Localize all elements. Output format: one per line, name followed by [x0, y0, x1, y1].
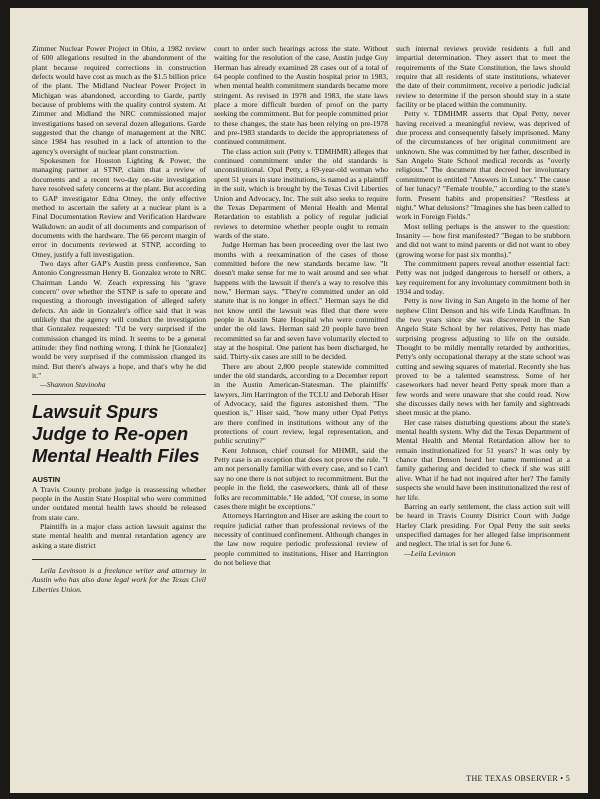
column-2: [214, 44, 388, 567]
col1-paragraph: A Travis County probate judge is reassessing whether people in the Austin State Hospital who were committed under outdated mental health laws should be released from state care.: [32, 484, 206, 522]
col3-paragraph: Petty v. TDMHMR asserts that Opal Petty, never having received a meaningful review, was deprived of due process and consequently falsely imprisoned. Many of the circumstances of her original commitment are unknown. She was committed by her father, described in San Angelo State School medical records as "overly religious." The document that decreed her involuntary commitment is entitled "Answers in Lunacy." The cause of her lunacy? "Female trouble," according to the state's form. Present habits and propensities? "Restless at night." What delusions? "Imagines she has been called to work in Foreign Fields.": [396, 109, 570, 222]
col2-paragraph: The class action suit (Petty v. TDMHMR) alleges that continued commitment under the old standards is unconstitutional. Opal Petty, a 69-year-old woman who spent 51 years in state institutions, is named as a plaintiff in the suit, which is brought by the Texas Civil Liberties Union and Advocacy, Inc. The suit also seeks to require the Texas Department of Mental Health and Mental Retardation to establish a policy of regular judicial reviews to determine whether people ought to remain wards of the state.: [214, 146, 388, 240]
col3-paragraph: such internal reviews provide residents a full and impartial determination. They assert that to meet the requirements of the State Constitution, the laws should require that all residents of state institutions, whatever the date of their commitment, receive a periodic judicial review to determine if the person should stay in a state facility or be placed within the community.: [396, 44, 570, 110]
col3-paragraph: Her case raises disturbing questions about the state's mental health system. Why did the Texas Department of Mental Health and Mental Retardation allow her to remain institutionalized for 51 years? It was only by chance that Denson heard her name mentioned at a family gathering and decided to check if she was still alive. What if he had not inquired after her? The family suspects she would have been institutionalized the rest of her life.: [396, 417, 570, 502]
magazine-page: [10, 8, 588, 793]
article-headline: Lawsuit Spurs Judge to Re-open Mental Health Files: [32, 400, 200, 466]
column-3: [396, 44, 570, 558]
col1-paragraph: Zimmer Nuclear Power Project in Ohio, a 1982 review of 600 allegations resulted in the abandonment of the plant because required corrections in construction defects would have cost as much as the $1.5 billion price of the plant. The Midland Nuclear Power Project in Michigan was abandoned, according to Garde, partly because of problems with the quality control system. At Zimmer and Midland the NRC commissioned major investigations based on several dozen allegations. Garde suggested that the change of management at the NRC since 1984 has resulted in a lack of attention to the agency's oversight of nuclear plant construction.: [32, 44, 206, 156]
section-divider: [32, 394, 206, 395]
col3-paragraph: Petty is now living in San Angelo in the home of her nephew Clint Denson and his wife Linda Kauffman. In the two years since she was discovered in the San Angelo State School by her relatives, Petty has made surprising progress adjusting to life on the outside. Thought to be mildly mentally retarded by authorities, Petty's only occupational therapy at the state school was cutting and sewing squares of material. Recently she has proved to be a talented seamstress. Some of her caseworkers had never heard Petty speak more than a few words and were unaware that she could read. Now she discusses daily news with her family and sightreads sheet music at the piano.: [396, 296, 570, 418]
author-note-divider: [32, 559, 206, 560]
page-footer: THE TEXAS OBSERVER • 5: [466, 774, 570, 783]
col2-paragraph: court to order such hearings across the state. Without waiting for the resolution of the case, Austin judge Guy Herman has already examined 28 cases out of a total of 64 people confined to the Austin hospital prior to 1983, when mental health commitment standards became more stringent. As revised in 1978 and 1983, the state laws place a more difficult burden of proof on the party seeking the commitment. But for people committed prior to these changes, the state has been relying on pre-1978 and pre-1983 standards to decide the appropriateness of continued commitment.: [214, 44, 388, 147]
column-1: [32, 44, 206, 594]
lawsuit-story-byline: —Leila Levinson: [404, 548, 456, 558]
col1-paragraph: Spokesmen for Houston Lighting & Power, the managing partner at STNP, claim that a review of documents and a recent two-day on-site investigation have resolved safety concerns at the plant. But according to GAP investigator Edna Otney, the only effective method to ascertain the safety at a nuclear plant is a Final Documentation Review and Verification Hardware Walkdown: an audit of all documents and comparison of documents with the hardware. The 66 percent margin of error in documents reviewed at STNP, according to Otney, justify a full investigation.: [32, 156, 206, 259]
col2-paragraph: Judge Herman has been proceeding over the last two months with a reexamination of the cases of those committed before the new standards became law. "It doesn't make sense for me to wait around and see what happens with the lawsuit if there's a way to resolve this now," Herman says. "They're committed under an old statute that is no longer in effect." Herman says he did not know until the lawsuit was filed that there were people in Austin State Hospital who were committed under the old laws. Herman said 20 people have been recommitted so far and seven have voluntarily elected to stay at the hospital. One patient has been discharged, he said. Thirty-six cases are still to be decided.: [214, 240, 388, 362]
nuclear-story-byline: —Shannon Stavinoha: [40, 380, 106, 390]
col2-paragraph: Attorneys Harrington and Hiser are asking the court to require judicial rather than professional reviews of the necessity of continued confinement. Although changes in the law now require periodic professional review of people committed to institutions, Hiser and Harrington do not believe that: [214, 511, 388, 567]
col1-paragraph: Plaintiffs in a major class action lawsuit against the state mental health and mental retardation agency are asking a state district: [32, 522, 206, 550]
col3-paragraph: The commitment papers reveal another essential fact: Petty was not judged dangerous to herself or others, a key requirement for any involuntary commitment both in 1934 and today.: [396, 258, 570, 296]
col2-paragraph: There are about 2,800 people statewide committed under the old standards, according to a December report in the Austin American-Statesman. The plaintiffs' lawyers, Jim Harrington of the TCLU and Deborah Hiser of Advocacy, said the figures astonished them. "The question is," Hiser said, "how many other Opal Pettys are there confined in institutions without any of the protections of court review, legal representation, and public scrutiny?": [214, 361, 388, 446]
col3-paragraph: Barring an early settlement, the class action suit will be heard in Travis County District Court with Judge Harley Clark presiding. For Opal Petty the suit seeks unspecified damages for her alleged false imprisonment and neglect. The trial is set for June 6.: [396, 501, 570, 549]
article-columns: [32, 44, 574, 594]
dateline: AUSTIN: [32, 474, 61, 484]
col1-paragraph: Two days after GAP's Austin press conference, San Antonio Congressman Henry B. Gonzalez wrote to NRC Chairman Lando W. Zeach expressing his "grave concern" over whether the STNP is safe to operate and requesting a thorough investigation of alleged safety defects. An aide in Gonzalez's office said that it was unlikely that the agency will conduct the investigation that Gonzalez requested: "I'd be very surprised if the commission changed its mind. It seems to be a general attitude: they find nothing wrong. I think he [Gonzalez] would be very surprised if the commission changed its mind. But there's always a hope, and that's why he did it.": [32, 258, 206, 381]
author-note: Leila Levinson is a freelance writer and attorney in Austin who has also done legal work for the Texas Civil Liberties Union.: [32, 566, 206, 594]
col3-paragraph: Most telling perhaps is the answer to the question: Insanity — how first manifested? "Began to be stubborn and did not want to mind parents or did not want to obey (growing worse for past six months).": [396, 221, 570, 259]
col2-paragraph: Kent Johnson, chief counsel for MHMR, said the Petty case is an exception that does not prove the rule. "I am not personally familiar with every case, and so I can't say no one there is not subject to recommitment. But the people in the field, the caseworkers, think all of these folks are recommittable." He added, "Of course, in some cases there might be exceptions.": [214, 445, 388, 511]
